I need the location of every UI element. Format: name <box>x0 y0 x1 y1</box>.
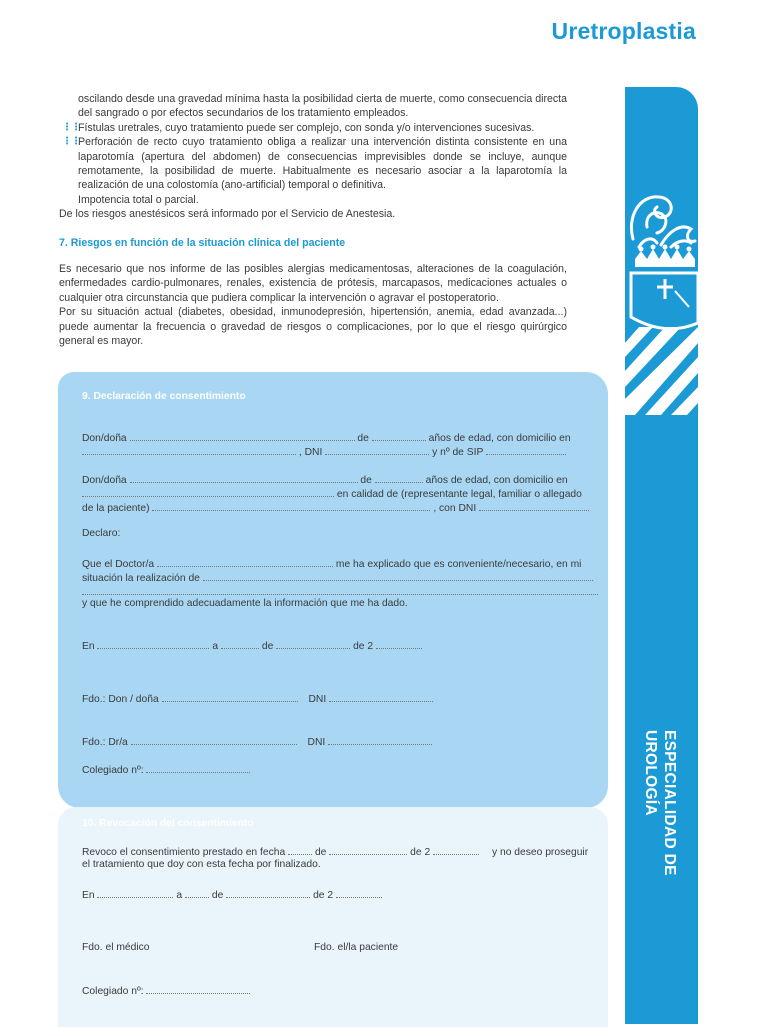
sip-field[interactable] <box>486 444 566 455</box>
label-fdo-dr: Fdo.: Dr/a <box>82 737 128 748</box>
address-field[interactable] <box>82 486 334 497</box>
name-field[interactable] <box>130 472 358 483</box>
intro-risk-text: oscilando desde una gravedad mínima hasta la posibilidad cierta de muerte, como consecuencia directa del sangrado o por efectos secundarios de los tratamiento empleados. <box>78 93 567 120</box>
dni-field[interactable] <box>328 734 432 745</box>
list-item <box>59 121 567 135</box>
place-field[interactable] <box>97 887 173 898</box>
section-10-heading: 10. Revocación del consentimiento <box>82 818 254 829</box>
procedure-field-continued[interactable] <box>82 584 598 595</box>
consent-revocation-panel <box>58 807 608 1027</box>
bullet-icon: ⋮⋮ <box>62 136 80 148</box>
label-en: En <box>82 890 95 901</box>
comprendido-text: y que he comprendido adecuadamente la información que me ha dado. <box>82 598 408 609</box>
place-date-line <box>82 887 598 903</box>
label-dni: DNI <box>308 694 327 705</box>
label-calidad: en calidad de (representante legal, familiar o allegado <box>336 489 582 500</box>
label-de-2: de 2 <box>410 847 431 858</box>
day-field[interactable] <box>221 638 259 649</box>
colegiado-field[interactable] <box>146 983 250 994</box>
year-field[interactable] <box>336 887 382 898</box>
label-sip: y nº de SIP <box>432 447 484 458</box>
doctor-name-field[interactable] <box>157 556 333 567</box>
place-date-line <box>82 638 598 654</box>
age-field[interactable] <box>375 472 423 483</box>
dni-field[interactable] <box>325 444 429 455</box>
colegiado-line <box>82 983 598 999</box>
month-field[interactable] <box>226 887 310 898</box>
colegiado-field[interactable] <box>146 762 250 773</box>
doctor-signature-field[interactable] <box>131 734 297 745</box>
label-situacion: situación la realización de <box>82 573 200 584</box>
revocation-signatures <box>82 941 598 955</box>
label-de-2: de 2 <box>313 890 334 901</box>
section-7-heading: 7. Riesgos en función de la situación clínica del paciente <box>59 236 346 249</box>
label-anos: años de edad, con domicilio en <box>425 475 568 486</box>
generalitat-crest-icon <box>625 187 698 427</box>
label-don: Don/doña <box>82 433 127 444</box>
section-7-paragraph-2: Por su situación actual (diabetes, obesidad, inmunodepresión, hipertensión, anemia, edad avanzada...) puede aumentar la frecuencia o gravedad de riesgos o complicaciones, por lo que el riesgo quirúrgico general es mayor. <box>59 306 567 348</box>
day-field[interactable] <box>185 887 209 898</box>
label-dni: , con DNI <box>433 503 477 514</box>
list-item <box>59 135 567 193</box>
label-anos: años de edad, con domicilio en <box>428 433 571 444</box>
label-fdo-medico: Fdo. el médico <box>82 942 150 953</box>
label-fdo-don: Fdo.: Don / doña <box>82 694 159 705</box>
label-paciente: de la paciente) <box>82 503 150 514</box>
label-de: de <box>357 433 369 444</box>
colegiado-line <box>82 762 598 778</box>
label-de: de <box>211 890 224 901</box>
label-colegiado: Colegiado nº: <box>82 765 144 776</box>
dni-field[interactable] <box>329 691 433 702</box>
section-7-paragraph-1: Es necesario que nos informe de las posibles alergias medicamentosas, alteraciones de la coagulación, enfermedades cardio-pulmonares, renales, existencia de prótesis, marcapasos, medicaciones actuales o cualquier otra circunstancia que pudiera complicar la intervención o agravar el postoperatorio. <box>59 263 567 304</box>
procedure-field[interactable] <box>203 570 593 581</box>
revocation-line-2: el tratamiento que doy con esta fecha por finalizado. <box>82 859 321 870</box>
label-colegiado: Colegiado nº: <box>82 986 144 997</box>
label-de: de <box>314 847 327 858</box>
year-field[interactable] <box>433 844 479 855</box>
bullet-icon: ⋮⋮ <box>62 121 80 133</box>
document-body <box>59 92 567 349</box>
label-a: a <box>212 641 219 652</box>
age-field[interactable] <box>372 430 426 441</box>
label-no-deseo: y no deseo proseguir <box>491 847 589 858</box>
dni-field[interactable] <box>479 500 589 511</box>
anesthesia-text: De los riesgos anestésicos será informado por el Servicio de Anestesia. <box>59 208 396 221</box>
relationship-field[interactable] <box>152 500 430 511</box>
specialty-label-line1: ESPECIALIDAD DE <box>661 730 678 876</box>
patient-signature-line <box>82 691 598 707</box>
doctor-signature-line <box>82 734 598 750</box>
label-fdo-paciente: Fdo. el/la paciente <box>314 942 399 953</box>
list-item-text: Fístulas uretrales, cuyo tratamiento puede ser complejo, con sonda y/o intervenciones sucesivas. <box>78 121 535 134</box>
label-explicado: me ha explicado que es conveniente/necesario, en mi <box>335 559 582 570</box>
specialty-label-line2: UROLOGÍA <box>642 730 659 816</box>
month-field[interactable] <box>276 638 350 649</box>
declaro-label: Declaro: <box>82 528 121 539</box>
label-de: de <box>360 475 372 486</box>
patient-line-2 <box>82 444 598 460</box>
page-title: Uretroplastia <box>551 18 696 44</box>
representative-line-3 <box>82 500 598 516</box>
name-field[interactable] <box>130 430 355 441</box>
specialty-sidebar <box>625 87 698 1024</box>
year-field[interactable] <box>376 638 422 649</box>
impotence-text: Impotencia total o parcial. <box>78 193 199 206</box>
patient-signature-field[interactable] <box>162 691 298 702</box>
label-dni: DNI <box>307 737 326 748</box>
label-de-2: de 2 <box>353 641 374 652</box>
day-field[interactable] <box>288 844 312 855</box>
label-en: En <box>82 641 95 652</box>
label-don: Don/doña <box>82 475 127 486</box>
month-field[interactable] <box>329 844 407 855</box>
address-field[interactable] <box>82 444 296 455</box>
label-a: a <box>176 890 183 901</box>
label-doctor: Que el Doctor/a <box>82 559 155 570</box>
place-field[interactable] <box>97 638 209 649</box>
section-9-heading: 9. Declaración de consentimiento <box>82 391 246 402</box>
specialty-label <box>641 730 679 876</box>
label-revoco: Revoco el consentimiento prestado en fecha <box>82 847 286 858</box>
consent-declaration-panel <box>58 372 608 808</box>
list-item-text: Perforación de recto cuyo tratamiento obliga a realizar una intervención distinta consistente en una laparotomía (apertura del abdomen) de consecuencias imprevisibles donde se incluye, aunque remotamente, la posibilidad de muerte. Habitualmente es necesario asociar a la laparotomía la realización de una colostomía (ano-artificial) temporal o definitiva. <box>78 136 567 192</box>
label-dni: , DNI <box>298 447 323 458</box>
label-de: de <box>261 641 274 652</box>
